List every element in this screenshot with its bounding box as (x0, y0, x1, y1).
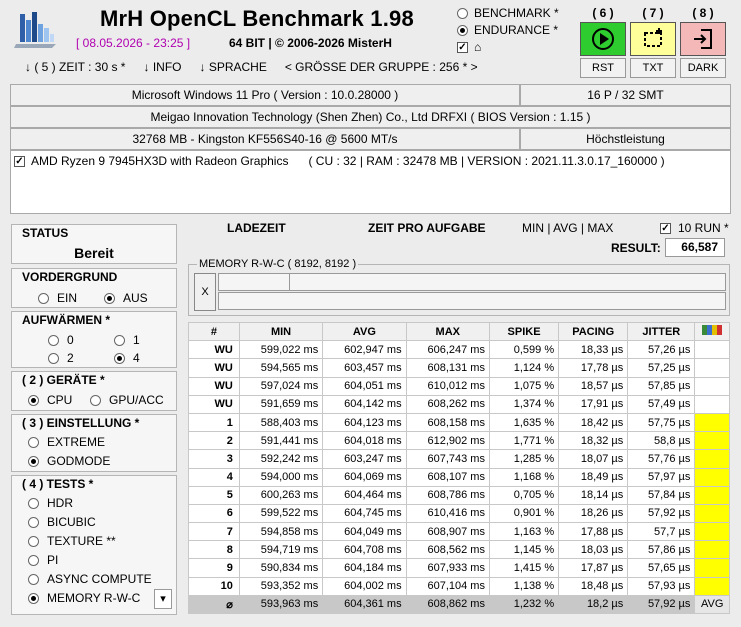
texture-label: TEXTURE ** (47, 534, 116, 548)
foreground-group (11, 268, 177, 308)
cell-max: 608,786 ms (406, 486, 489, 504)
cell-spike: 1,075 % (489, 377, 558, 395)
device-details: ( CU : 32 | RAM : 32478 MB | VERSION : 2021.11.3.0.17_160000 ) (308, 154, 665, 168)
table-row (189, 504, 730, 522)
cell-avg: 604,361 ms (323, 595, 406, 613)
cell-jitter: 57,93 µs (628, 577, 695, 595)
pi-option[interactable] (28, 553, 58, 567)
cell-spike: 1,138 % (489, 577, 558, 595)
table-row (189, 595, 730, 613)
table-row (189, 486, 730, 504)
table-row (189, 559, 730, 577)
cell-min: 593,963 ms (239, 595, 322, 613)
ten-run-checkbox[interactable]: ✓ (661, 222, 670, 234)
cell-min: 599,022 ms (239, 341, 322, 359)
cell-jitter: 57,65 µs (628, 559, 695, 577)
cell-pacing: 18,2 µs (559, 595, 628, 613)
table-row (189, 450, 730, 468)
cell-spike: 0,705 % (489, 486, 558, 504)
language-menu[interactable]: ↓ SPRACHE (199, 60, 267, 74)
cell-indicator (695, 359, 730, 377)
cell-indicator (695, 395, 730, 413)
extreme-label: EXTREME (47, 435, 106, 449)
cell-jitter: 57,92 µs (628, 504, 695, 522)
row-label: ⌀ (189, 595, 240, 613)
row-label: 3 (189, 450, 240, 468)
options-menu (25, 60, 496, 74)
cell-min: 594,858 ms (239, 523, 322, 541)
warmup-4-option[interactable] (114, 351, 140, 365)
device-list (10, 150, 731, 214)
cell-max: 608,907 ms (406, 523, 489, 541)
cell-avg: 604,049 ms (323, 523, 406, 541)
result-value: 66,587 (665, 238, 725, 257)
cell-max: 608,107 ms (406, 468, 489, 486)
test-progress-bar-bottom (218, 292, 726, 310)
cell-avg: 604,018 ms (323, 432, 406, 450)
crop-select-icon (641, 27, 665, 51)
row-label: 4 (189, 468, 240, 486)
ten-run-option[interactable] (660, 221, 729, 235)
col-header-min: MIN (239, 323, 322, 341)
cell-indicator: AVG (695, 595, 730, 613)
async-compute-label: ASYNC COMPUTE (47, 572, 152, 586)
cell-max: 608,862 ms (406, 595, 489, 613)
endurance-label: ENDURANCE * (474, 23, 559, 37)
warmup-0-label: 0 (67, 333, 74, 347)
cell-min: 588,403 ms (239, 413, 322, 431)
row-label: WU (189, 359, 240, 377)
gpu-radio[interactable] (90, 395, 101, 406)
col-header-color-icon (695, 323, 730, 341)
cell-min: 592,242 ms (239, 450, 322, 468)
datetime-label: [ 08.05.2026 - 23:25 ] (76, 36, 191, 50)
cell-avg: 604,142 ms (323, 395, 406, 413)
cell-indicator (695, 450, 730, 468)
foreground-on-radio[interactable] (38, 293, 49, 304)
gpu-label: GPU/ACC (109, 393, 164, 407)
col-header-pacing: PACING (559, 323, 628, 341)
warmup-2-option[interactable] (48, 351, 74, 365)
cell-avg: 604,002 ms (323, 577, 406, 595)
cell-min: 597,024 ms (239, 377, 322, 395)
cell-jitter: 57,97 µs (628, 468, 695, 486)
status-title: STATUS (22, 226, 69, 240)
cell-indicator (695, 486, 730, 504)
extreme-radio[interactable] (28, 437, 39, 448)
cell-avg: 602,947 ms (323, 341, 406, 359)
cell-indicator (695, 377, 730, 395)
home-icon: ⌂ (474, 40, 482, 54)
async-compute-radio[interactable] (28, 574, 39, 585)
extreme-option[interactable] (28, 435, 105, 449)
devices-group (11, 371, 177, 411)
row-label: 1 (189, 413, 240, 431)
board-info: Meigao Innovation Technology (Shen Zhen) Co., Ltd DRFXI ( BIOS Version : 1.15 ) (10, 106, 731, 128)
cell-jitter: 57,49 µs (628, 395, 695, 413)
bicubic-label: BICUBIC (47, 515, 96, 529)
foreground-off-radio[interactable] (104, 293, 115, 304)
table-row (189, 468, 730, 486)
result-label: RESULT: (611, 241, 661, 255)
warmup-group (11, 311, 177, 368)
hdr-radio[interactable] (28, 498, 39, 509)
hdr-option[interactable] (28, 496, 73, 510)
cell-avg: 603,247 ms (323, 450, 406, 468)
cell-jitter: 57,7 µs (628, 523, 695, 541)
cell-pacing: 18,14 µs (559, 486, 628, 504)
row-label: WU (189, 377, 240, 395)
col-header-spike: SPIKE (489, 323, 558, 341)
foreground-off-label: AUS (123, 291, 148, 305)
setting-title: ( 3 ) EINSTELLUNG * (22, 416, 140, 430)
bicubic-option[interactable] (28, 515, 96, 529)
warmup-1-label: 1 (133, 333, 140, 347)
table-header-row (189, 323, 730, 341)
memory-rwc-label: MEMORY R-W-C (47, 591, 141, 605)
time-per-task-label: ZEIT PRO AUFGABE (368, 221, 486, 235)
async-compute-option[interactable] (28, 572, 152, 586)
cell-avg: 603,457 ms (323, 359, 406, 377)
cell-min: 594,000 ms (239, 468, 322, 486)
cell-spike: 1,124 % (489, 359, 558, 377)
version-info: 64 BIT | © 2006-2026 MisterH (229, 36, 392, 50)
cell-avg: 604,745 ms (323, 504, 406, 522)
cell-pacing: 17,78 µs (559, 359, 628, 377)
ten-run-label: 10 RUN * (678, 221, 729, 235)
cpu-option[interactable] (28, 393, 72, 407)
cell-max: 607,933 ms (406, 559, 489, 577)
row-label: 6 (189, 504, 240, 522)
cpu-radio[interactable] (28, 395, 39, 406)
cell-avg: 604,184 ms (323, 559, 406, 577)
cell-avg: 604,464 ms (323, 486, 406, 504)
cell-spike: 0,599 % (489, 341, 558, 359)
godmode-option[interactable] (28, 454, 110, 468)
txt-shortcut-label: ( 7 ) (642, 6, 664, 20)
cell-indicator (695, 504, 730, 522)
cell-jitter: 57,85 µs (628, 377, 695, 395)
col-header-jitter: JITTER (628, 323, 695, 341)
status-value: Bereit (74, 245, 114, 261)
test-progress-bar-top (218, 273, 726, 291)
table-row (189, 395, 730, 413)
godmode-label: GODMODE (47, 454, 111, 468)
cell-max: 607,104 ms (406, 577, 489, 595)
rst-button[interactable]: RST (580, 58, 626, 78)
tests-dropdown-button[interactable]: ▾ (154, 589, 172, 609)
cell-jitter: 57,75 µs (628, 413, 695, 431)
cell-spike: 1,415 % (489, 559, 558, 577)
device-checkbox[interactable]: ✓ (15, 155, 24, 167)
cell-max: 608,262 ms (406, 395, 489, 413)
warmup-2-radio[interactable] (48, 353, 59, 364)
foreground-on-option[interactable] (38, 291, 77, 305)
table-row (189, 341, 730, 359)
bicubic-radio[interactable] (28, 517, 39, 528)
os-info: Microsoft Windows 11 Pro ( Version : 10.0.28000 ) (10, 84, 520, 106)
row-label: 5 (189, 486, 240, 504)
cell-spike: 1,374 % (489, 395, 558, 413)
row-label: WU (189, 341, 240, 359)
texture-radio[interactable] (28, 536, 39, 547)
exit-button[interactable] (680, 22, 726, 56)
pi-label: PI (47, 553, 59, 567)
cell-min: 591,659 ms (239, 395, 322, 413)
memory-rwc-option[interactable] (28, 591, 140, 605)
cell-spike: 1,232 % (489, 595, 558, 613)
cell-pacing: 18,42 µs (559, 413, 628, 431)
foreground-off-option[interactable] (104, 291, 148, 305)
tests-title: ( 4 ) TESTS * (22, 477, 94, 491)
cell-indicator (695, 577, 730, 595)
cell-min: 599,522 ms (239, 504, 322, 522)
table-row (189, 413, 730, 431)
cell-max: 607,743 ms (406, 450, 489, 468)
test-progress-box (188, 258, 730, 316)
warmup-1-radio[interactable] (114, 335, 125, 346)
cell-indicator (695, 468, 730, 486)
device-item[interactable] (14, 154, 665, 168)
benchmark-radio[interactable] (457, 8, 468, 19)
cell-jitter: 57,92 µs (628, 595, 695, 613)
cell-pacing: 17,87 µs (559, 559, 628, 577)
run-shortcut-label: ( 6 ) (592, 6, 614, 20)
table-row (189, 577, 730, 595)
run-button[interactable] (580, 22, 626, 56)
cell-indicator (695, 413, 730, 431)
cell-indicator (695, 341, 730, 359)
info-menu[interactable]: ↓ INFO (143, 60, 182, 74)
table-row (189, 377, 730, 395)
cell-min: 591,441 ms (239, 432, 322, 450)
exit-icon (691, 27, 715, 51)
cell-pacing: 18,49 µs (559, 468, 628, 486)
table-row (189, 432, 730, 450)
threads-info: 16 P / 32 SMT (520, 84, 731, 106)
cell-max: 610,416 ms (406, 504, 489, 522)
cell-spike: 0,901 % (489, 504, 558, 522)
col-header-avg: AVG (323, 323, 406, 341)
cell-avg: 604,069 ms (323, 468, 406, 486)
cell-indicator (695, 541, 730, 559)
setting-group (11, 414, 177, 472)
cell-jitter: 57,76 µs (628, 450, 695, 468)
foreground-on-label: EIN (57, 291, 78, 305)
cell-avg: 604,051 ms (323, 377, 406, 395)
cell-avg: 604,708 ms (323, 541, 406, 559)
endurance-mode-option[interactable] (457, 23, 558, 37)
cell-max: 612,902 ms (406, 432, 489, 450)
device-name: AMD Ryzen 9 7945HX3D with Radeon Graphics (31, 154, 289, 168)
home-option[interactable] (457, 40, 481, 54)
cell-spike: 1,168 % (489, 468, 558, 486)
cell-pacing: 17,88 µs (559, 523, 628, 541)
table-row (189, 523, 730, 541)
dark-button[interactable]: DARK (680, 58, 726, 78)
txt-button[interactable]: TXT (630, 58, 676, 78)
test-close-button[interactable]: X (194, 273, 216, 311)
row-label: 2 (189, 432, 240, 450)
cell-spike: 1,163 % (489, 523, 558, 541)
cell-max: 606,247 ms (406, 341, 489, 359)
col-header-max: MAX (406, 323, 489, 341)
cell-max: 610,012 ms (406, 377, 489, 395)
benchmark-label: BENCHMARK * (474, 6, 559, 20)
cell-jitter: 57,25 µs (628, 359, 695, 377)
cell-pacing: 18,57 µs (559, 377, 628, 395)
cell-pacing: 18,03 µs (559, 541, 628, 559)
status-group (11, 224, 177, 264)
warmup-4-label: 4 (133, 351, 140, 365)
warmup-title: AUFWÄRMEN * (22, 313, 110, 327)
time-menu[interactable]: ↓ ( 5 ) ZEIT : 30 s * (25, 60, 126, 74)
cell-jitter: 58,8 µs (628, 432, 695, 450)
cell-min: 594,565 ms (239, 359, 322, 377)
app-title: MrH OpenCL Benchmark 1.98 (100, 6, 414, 31)
memory-info: 32768 MB - Kingston KF556S40-16 @ 5600 MT/s (10, 128, 520, 150)
cell-pacing: 18,32 µs (559, 432, 628, 450)
row-label: 8 (189, 541, 240, 559)
benchmark-mode-option[interactable] (457, 6, 559, 20)
gpu-option[interactable] (90, 393, 164, 407)
cell-pacing: 18,33 µs (559, 341, 628, 359)
pi-radio[interactable] (28, 555, 39, 566)
test-box-title: MEMORY R-W-C ( 8192, 8192 ) (199, 258, 357, 270)
group-size-menu[interactable]: < GRÖSSE DER GRUPPE : 256 * > (284, 60, 478, 74)
dark-shortcut-label: ( 8 ) (692, 6, 714, 20)
play-icon (591, 27, 615, 51)
warmup-4-radio[interactable] (114, 353, 125, 364)
cell-min: 593,352 ms (239, 577, 322, 595)
cell-indicator (695, 432, 730, 450)
min-avg-max-toggle[interactable]: MIN | AVG | MAX (522, 221, 614, 235)
warmup-1-option[interactable] (114, 333, 140, 347)
row-label: 10 (189, 577, 240, 595)
select-area-button[interactable] (630, 22, 676, 56)
cell-jitter: 57,86 µs (628, 541, 695, 559)
cell-indicator (695, 559, 730, 577)
foreground-title: VORDERGRUND (22, 270, 118, 284)
cell-spike: 1,635 % (489, 413, 558, 431)
cell-pacing: 18,07 µs (559, 450, 628, 468)
cell-min: 594,719 ms (239, 541, 322, 559)
row-label: 7 (189, 523, 240, 541)
texture-option[interactable] (28, 534, 116, 548)
cell-indicator (695, 523, 730, 541)
devices-title: ( 2 ) GERÄTE * (22, 373, 105, 387)
cpu-label: CPU (47, 393, 73, 407)
cell-avg: 604,123 ms (323, 413, 406, 431)
warmup-0-option[interactable] (48, 333, 74, 347)
row-label: 9 (189, 559, 240, 577)
cell-jitter: 57,84 µs (628, 486, 695, 504)
warmup-2-label: 2 (67, 351, 74, 365)
col-header-index: # (189, 323, 240, 341)
cell-pacing: 18,48 µs (559, 577, 628, 595)
cell-spike: 1,145 % (489, 541, 558, 559)
cell-max: 608,158 ms (406, 413, 489, 431)
home-checkbox[interactable]: ✓ (458, 41, 467, 53)
cell-min: 600,263 ms (239, 486, 322, 504)
power-plan-info: Höchstleistung (520, 128, 731, 150)
cell-pacing: 18,26 µs (559, 504, 628, 522)
cell-jitter: 57,26 µs (628, 341, 695, 359)
cell-spike: 1,285 % (489, 450, 558, 468)
app-logo-icon (14, 8, 58, 48)
table-row (189, 541, 730, 559)
cell-spike: 1,771 % (489, 432, 558, 450)
warmup-0-radio[interactable] (48, 335, 59, 346)
memory-rwc-radio[interactable] (28, 593, 39, 604)
cell-max: 608,131 ms (406, 359, 489, 377)
results-table (188, 322, 730, 614)
godmode-radio[interactable] (28, 456, 39, 467)
hdr-label: HDR (47, 496, 73, 510)
endurance-radio[interactable] (457, 25, 468, 36)
row-label: WU (189, 395, 240, 413)
cell-max: 608,562 ms (406, 541, 489, 559)
cell-min: 590,834 ms (239, 559, 322, 577)
table-row (189, 359, 730, 377)
tests-group (11, 475, 177, 615)
load-time-label: LADEZEIT (227, 221, 286, 235)
cell-pacing: 17,91 µs (559, 395, 628, 413)
